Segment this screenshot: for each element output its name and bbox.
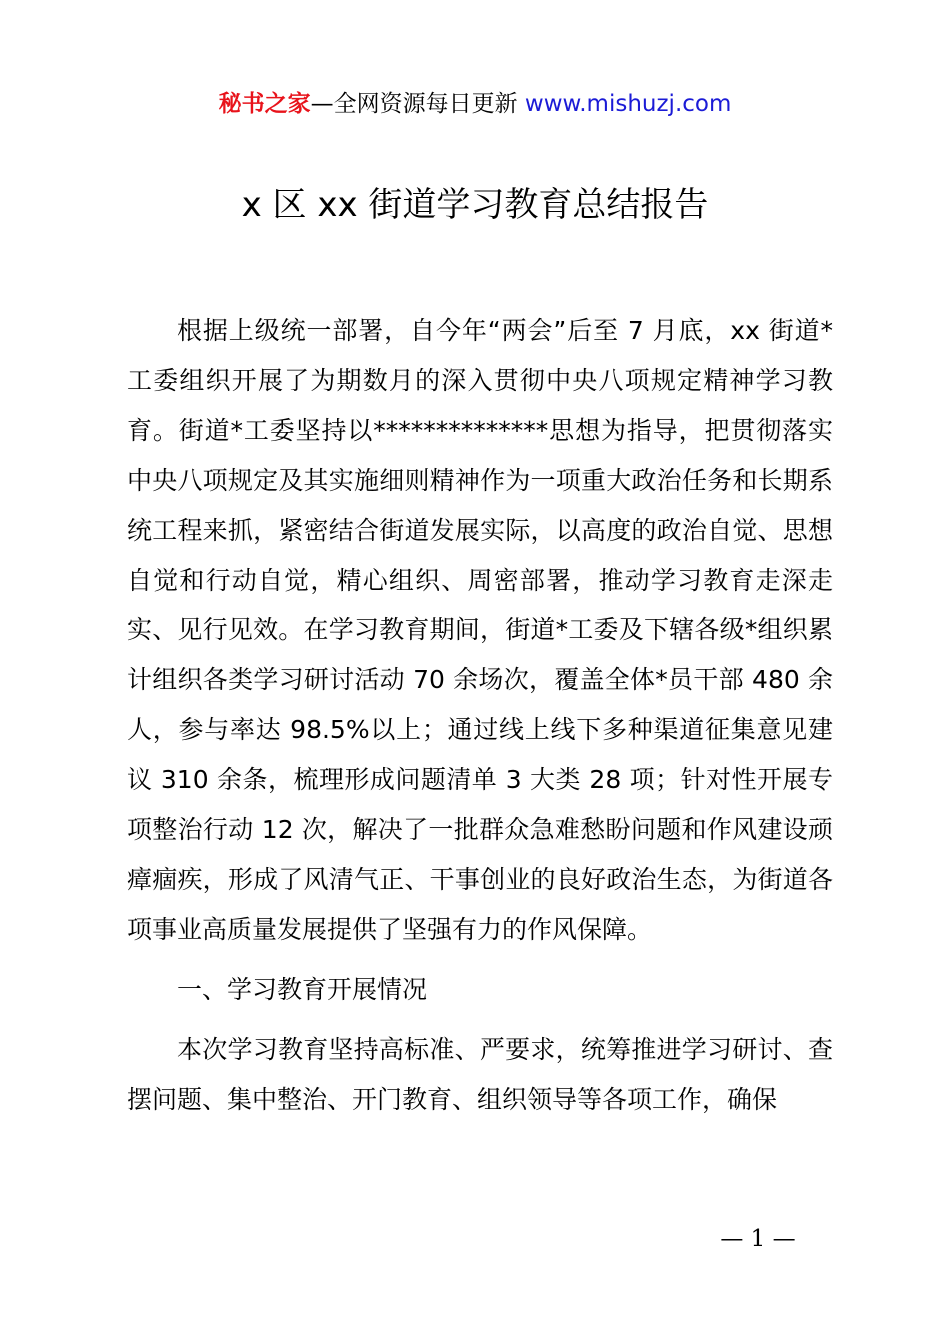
section-heading: 一、学习教育开展情况 <box>177 974 428 1004</box>
site-tagline: —全网资源每日更新 <box>310 91 525 117</box>
page-number: — 1 — <box>720 1226 796 1252</box>
site-url[interactable]: www.mishuzj.com <box>524 91 732 117</box>
intro-paragraph: 根据上级统一部署，自今年“两会”后至 7 月底，xx 街道*工委组织开展了为期数月的深入贯彻中央八项规定精神学习教育。街道*工委坚持以**************思想为指导，把贯彻落实中央八项规定及其实施细则精神作为一项重大政治任务和长期系统工程来抓，紧密结合街道发展实际，以高度的政治自觉、思想自觉和行动自觉，精心组织、周密部署，推动学习教育走深走实、见行见效。在学习教育期间，街道*工委及下辖各级*组织累计组织各类学习研讨活动 70 余场次，覆盖全体*员干部 480 余人，参与率达 98.5%以上；通过线上线下多种渠道征集意见建议 310 余条，梳理形成问题清单 3 大类 28 项；针对性开展专项整治行动 12 次，解决了一批群众急难愁盼问题和作风建设顽瘴痼疾，形成了风清气正、干事创业的良好政治生态，为街道各项事业高质量发展提供了坚强有力的作风保障。 <box>127 316 833 944</box>
site-header <box>0 88 950 120</box>
document-body <box>127 306 833 1125</box>
site-brand: 秘书之家 <box>218 91 311 117</box>
document-title: x 区 xx 街道学习教育总结报告 <box>241 185 709 225</box>
section-paragraph: 本次学习教育坚持高标准、严要求，统筹推进学习研讨、查摆问题、集中整治、开门教育、组织领导等各项工作，确保 <box>127 1034 833 1114</box>
